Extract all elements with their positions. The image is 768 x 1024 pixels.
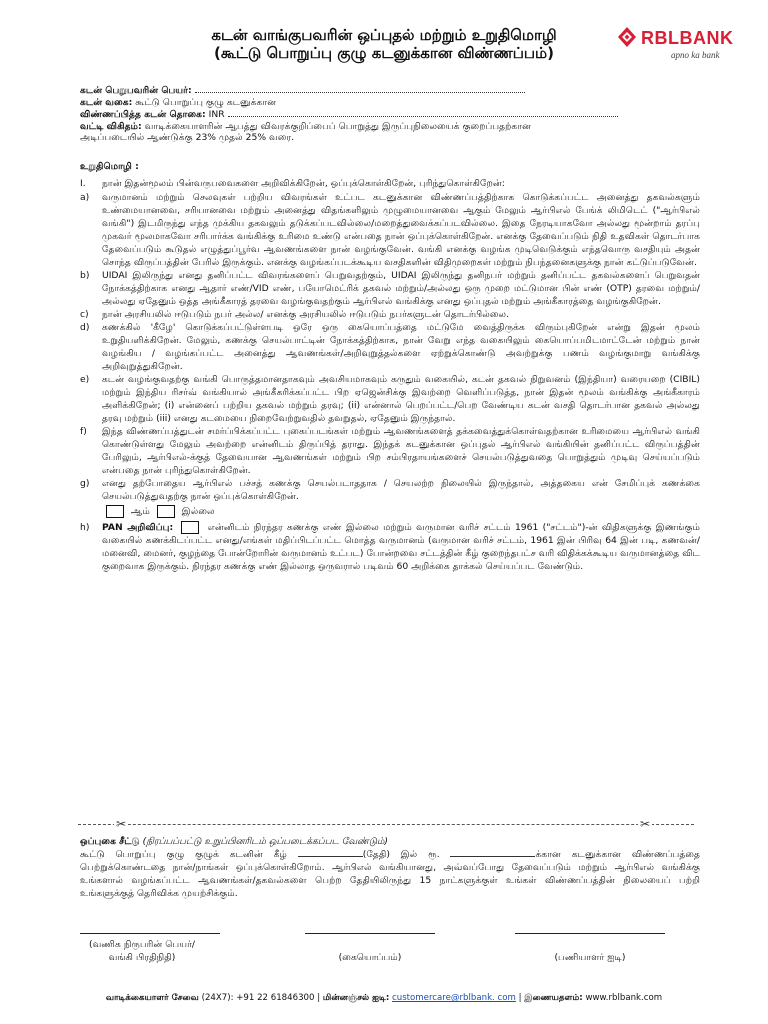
yes-no-row xyxy=(80,505,700,518)
slip-heading-row xyxy=(80,835,700,848)
declaration-item xyxy=(80,425,700,477)
amount-prefix: INR xyxy=(208,109,225,120)
signature-label: (கையொப்பம்) xyxy=(338,952,402,963)
service-hours: (24X7): +91 22 61846300 xyxy=(201,993,315,1003)
rbl-bank-logo xyxy=(617,26,747,66)
interest-row-2 xyxy=(80,132,700,144)
acknowledgement-slip xyxy=(80,835,700,900)
document-title: கடன் வாங்குபவரின் ஒப்புதல் மற்றும் உறுதிமொழி xyxy=(211,26,557,44)
declaration-section xyxy=(80,160,700,573)
item-text: கணக்கில் 'கீழே' கொடுக்கப்பட்டுள்ளபடி ஒரே ஒரு கையொப்பத்தை மட்டுமே வைத்திருக்க விரும்புகிறேன் என்று இதன் மூலம் உறுதியளிக்கிறேன். மேலும், கணக்கு செயல்பாட்டின் நோக்கத்திற்காக, நான் வேறு எந்த வகையிலும் கையொப்பமிடமாட்டேன் மற்றும் நான் வழங்கிய / வழங்கப்பட்ட அனைத்து ஆவணங்கள்/அறிவுறுத்தல்களை ஏற்றுக்கொண்டு அவற்றுக்கு பணம் வழங்குமாறு வங்கிக்கு அறிவுறுத்துகிறேன். xyxy=(102,322,700,372)
amount-blank-slip[interactable] xyxy=(450,848,535,857)
interest-row xyxy=(80,121,700,133)
pan-declaration-label: PAN அறிவிப்பு: xyxy=(102,522,174,533)
item-marker: h) xyxy=(80,522,90,533)
footer: வாடிக்கையாளர் சேவை (24X7): +91 22 61846300 | மின்னஞ்சல் ஐடி: customercare@rblbank. com | இணையதளம்: www.rblbank.com xyxy=(105,993,663,1003)
item-marker: a) xyxy=(80,192,90,203)
amount-blank[interactable] xyxy=(228,108,618,117)
cut-line xyxy=(78,817,694,831)
item-marker: g) xyxy=(80,478,90,489)
declaration-item xyxy=(80,321,700,373)
correspondent-name-line1: (வணிக நிருபரின் பெயர்/ xyxy=(88,939,195,950)
loan-type-value: கூட்டு பொறுப்பு குழு கடனுக்கான xyxy=(135,96,277,108)
interest-text-2: அடிப்படையில் ஆண்டுக்கு 23% முதல் 25% வரை. xyxy=(80,132,295,143)
signature-line[interactable] xyxy=(80,933,220,934)
item-text: UIDAI இலிருந்து எனது தனிப்பட்ட விவரங்களைப் பெறுவதற்கும், UIDAI இலிருந்து தனிநபர் மற்றும் தனிப்பட்ட தகவல்களைப் பெறுவதன் நோக்கத்திற்காக எனது ஆதார் எண்/VID எண், பயோமெட்ரிக் தகவல் மற்றும்/அல்லது ஒரு முறை மட்டுமான பின் எண் (OTP) தரவை மற்றும்/அல்லது ஏதேனும் ஒத்த அங்கீகாரத் தரவை வழங்குவதற்கும் ஆர்பிஎல் வங்கிக்கு எனது ஒப்புதல் மற்றும் அங்கீகாரத்தை வழங்குகிறேன். xyxy=(102,270,700,307)
loan-details xyxy=(80,84,700,144)
declaration-item-h xyxy=(80,521,700,573)
item-text: கடன் வழங்குவதற்கு வங்கி பொருத்தமானதாகவும் அவசியமாகவும் கருதும் வகையில், கடன் தகவல் நிறுவனம் (இந்தியா) வரையறை (CIBIL) மற்றும் இந்திய ரிசர்வ் வங்கியால் அங்கீகரிக்கப்பட்ட பிற ஏஜென்சிக்கு இவற்றை வெளிப்படுத்த, நான் இதன் மூலம் வங்கிக்கு அங்கீகாரம் அளிக்கிறேன்; (i) என்னைப் பற்றிய தகவல் மற்றும் தரவு; (ii) என்னால் பெறப்பட்ட/பெற வேண்டிய கடன் வசதி தொடர்பான தகவல் அல்லது தரவு மற்றும் (iii) எனது கடமையை நிறைவேற்றுவதில் தவறுதல், ஏதேனும் இருந்தால். xyxy=(102,374,700,424)
amount-label: விண்ணப்பித்த கடன் தொகை: xyxy=(80,109,206,120)
interest-text-1: வாடிக்கையாளரின் ஆபத்து விவரக்குறிப்பைப் பொறுத்து இருப்புநிலையைக் குறைப்பதற்கான xyxy=(144,120,531,132)
service-label: வாடிக்கையாளர் சேவை xyxy=(105,993,199,1003)
slip-text xyxy=(80,848,700,900)
yes-label: ஆம் xyxy=(130,506,150,517)
website-link[interactable]: www.rblbank.com xyxy=(585,993,663,1003)
declaration-item xyxy=(80,177,700,190)
slip-heading-note: (நிரப்பப்பட்டு உறுப்பினரிடம் ஒப்படைக்கப்பட வேண்டும்) xyxy=(142,836,388,847)
yes-checkbox[interactable] xyxy=(106,505,124,518)
document-subtitle: (கூட்டு பொறுப்பு குழு கடனுக்கான விண்ணப்பம்) xyxy=(214,44,554,62)
item-marker: b) xyxy=(80,270,90,281)
item-text: நான் இதன்மூலம் பின்வருபவைகளை அறிவிக்கிறேன், ஒப்புக்கொள்கிறேன், புரிந்துகொள்கிறேன்: xyxy=(102,178,505,189)
signature-line[interactable] xyxy=(515,933,665,934)
interest-label: வட்டி விகிதம்: xyxy=(80,120,142,132)
scissors-icon: ✂ xyxy=(116,817,127,831)
slip-text-c: க்கான கடனுக்கான விண்ணப்பத்தை பெற்றுக்கொண்டதை நான்/நாங்கள் ஒப்புக்கொள்கிறோம். ஆர்பிஎல் வங்கியானது, அவ்வப்போது தேவைப்படும் மற்றும் ஆர்பிஎல் வங்கிக்கு உங்களால் வழங்கப்பட்ட ஆவணங்கள்/தகவல்களை பெற்ற தேதியிலிருந்து 15 நாட்களுக்குள் உங்கள் விண்ணப்பத்தின் நிலையைப் பற்றி உங்களுக்குத் தெரிவிக்க முயற்சிக்கும். xyxy=(80,849,700,899)
declaration-heading: உறுதிமொழி : xyxy=(80,161,139,172)
item-text: வருமானம் மற்றும் செலவுகள் பற்றிய விவரங்கள் உட்பட கடனுக்கான விண்ணப்பத்திற்காக கொடுக்கப்பட்ட அனைத்து தகவல்களும் உண்மையானவை, சரியானவை மற்றும் அனைத்து விதங்களிலும் முழுமையானவை ஆகும் மேலும் ஆர்பிஎல் பேங்க் லிமிடெட் ("ஆர்பிஎல் வங்கி") இடமிருந்து எந்த முக்கிய தகவலும் தடுக்கப்படவில்லை/மறைத்துவைக்கப்படவில்லை. இதை நேரடியாகவோ அல்லது மூன்றாம் தரப்பு முகவர் மூலமாகவோ சரிபார்க்க வங்கிக்கு உரிமை உண்டு என்பதை நான் ஒப்புக்கொள்கிறேன். எனக்கு தேவைப்படும் நிதி உதவிகள் தொடர்பாக தேவைப்படும் கூடுதல் எழுத்துப்பூர்வ ஆவணங்களை நான் வழங்குவேன். வங்கி எனக்கு வழங்க முடிவெடுக்கும் எந்தவொரு வசதியும் அதன் சொந்த விருப்பத்தின் பேரில் இருக்கும். எனக்கு வழங்கப்படக்கூடிய வசதிகளின் விதிமுறைகள் மற்றும் நிபந்தனைகளுக்கு நான் கட்டுப்படுவேன். xyxy=(102,192,700,268)
item-marker: f) xyxy=(80,426,87,437)
borrower-name-blank[interactable] xyxy=(195,84,525,93)
borrower-name-label: கடன் பெறுபவரின் பெயர்: xyxy=(80,85,192,96)
declaration-item xyxy=(80,191,700,269)
item-marker: c) xyxy=(80,309,89,320)
declaration-items xyxy=(80,177,700,503)
declaration-item xyxy=(80,308,700,321)
email-label: மின்னஞ்சல் ஐடி: xyxy=(322,993,390,1003)
no-label: இல்லை xyxy=(181,506,215,517)
slip-text-b: (தேதி) இல் ரூ. xyxy=(362,849,440,860)
no-checkbox[interactable] xyxy=(157,505,175,518)
correspondent-name-line2: வங்கி பிரதிநிதி) xyxy=(108,952,176,963)
borrower-name-row xyxy=(80,84,700,97)
item-text: எனது தற்போதைய ஆர்பிஎல் பச்சத் கணக்கு செயல்படாததாக / செயலற்ற நிலையில் இருந்தால், அத்தகைய என் சேமிப்புக் கணக்கை செயல்படுத்துவதற்கு நான் ஒப்புக்கொள்கிறேன். xyxy=(102,478,700,502)
scissors-icon: ✂ xyxy=(640,817,651,831)
employee-id-label: (பணியாளர் ஐடி) xyxy=(554,952,626,963)
item-marker: e) xyxy=(80,374,90,385)
rbl-logo-icon xyxy=(617,26,637,48)
pan-declaration-text: என்னிடம் நிரந்தர கணக்கு எண் இல்லை மற்றும் வருமான வரிச் சட்டம் 1961 ("சட்டம்")-ன் விதிகளுக்கு இணங்கும் வகையில் கணக்கிடப்பட்ட எனது/எங்கள் மதிப்பிடப்பட்ட மொத்த வருமானம் (வருமான வரிச் சட்டம், 1961 இன் பிரிவு 64 இன் படி, கணவன்/மனைவி, மைனர், குழந்தை போன்றோரின் வருமானம் உட்பட) போன்றவை சட்டத்தின் கீழ் குறைந்தபட்ச வரி விதிக்கக்கூடிய வருமானத்தை விட குறைவாக இருக்கும். நிரந்தர கணக்கு எண் இல்லாத ஒருவரால் படிவம் 60 அறிக்கை தாக்கல் செய்யப்பட வேண்டும். xyxy=(102,522,700,572)
loan-type-label: கடன் வகை: xyxy=(80,96,133,108)
brand-name: RBLBANK xyxy=(641,28,734,48)
slip-text-a: கூட்டு பொறுப்பு குழு குழுக் கடனின் கீழ் xyxy=(80,849,287,860)
slip-heading: ஒப்புகை சீட்டு xyxy=(80,836,140,847)
correspondent-name-label xyxy=(62,938,222,964)
item-text: இந்த விண்ணப்பத்துடன் சமர்ப்பிக்கப்பட்ட புகைப்படங்கள் மற்றும் ஆவணங்களைத் தக்கவைத்துக்கொள்வதற்கான உரிமையை ஆர்பிஎல் வங்கி கொண்டுள்ளது மேலும் அவற்றை என்னிடம் திருப்பித் தராது. இந்தக் கடனுக்கான ஒப்புதல் ஆர்பிஎல் வங்கியின் தனிப்பட்ட விருப்பத்தின் பேரிலும், ஆர்பிஎல்-க்குத் தேவையான ஆவணங்கள் மற்றும் பிற சம்பிரதாயங்களைச் செயல்படுத்துவதை பொறுத்தும் முடிவு செய்யப்படும் என்பதை நான் புரிந்துகொள்கிறேன். xyxy=(102,426,700,476)
declaration-item xyxy=(80,269,700,308)
pan-checkbox[interactable] xyxy=(181,521,199,534)
signature-line[interactable] xyxy=(305,933,435,934)
item-text: நான் அரசியலில் ஈடுபடும் நபர் அல்ல/ எனக்கு அரசியலில் ஈடுபடும் நபர்களுடன் தொடர்பில்லை. xyxy=(102,309,510,320)
amount-row xyxy=(80,108,700,121)
loan-type-row xyxy=(80,97,700,109)
brand-tagline: apno ka bank xyxy=(671,50,720,60)
email-link[interactable]: customercare@rblbank. com xyxy=(392,993,516,1003)
web-label: இணையதளம்: xyxy=(524,993,583,1003)
declaration-item xyxy=(80,477,700,503)
item-marker: d) xyxy=(80,322,90,333)
item-marker: I. xyxy=(80,178,86,189)
date-blank[interactable] xyxy=(298,848,363,857)
declaration-item xyxy=(80,373,700,425)
